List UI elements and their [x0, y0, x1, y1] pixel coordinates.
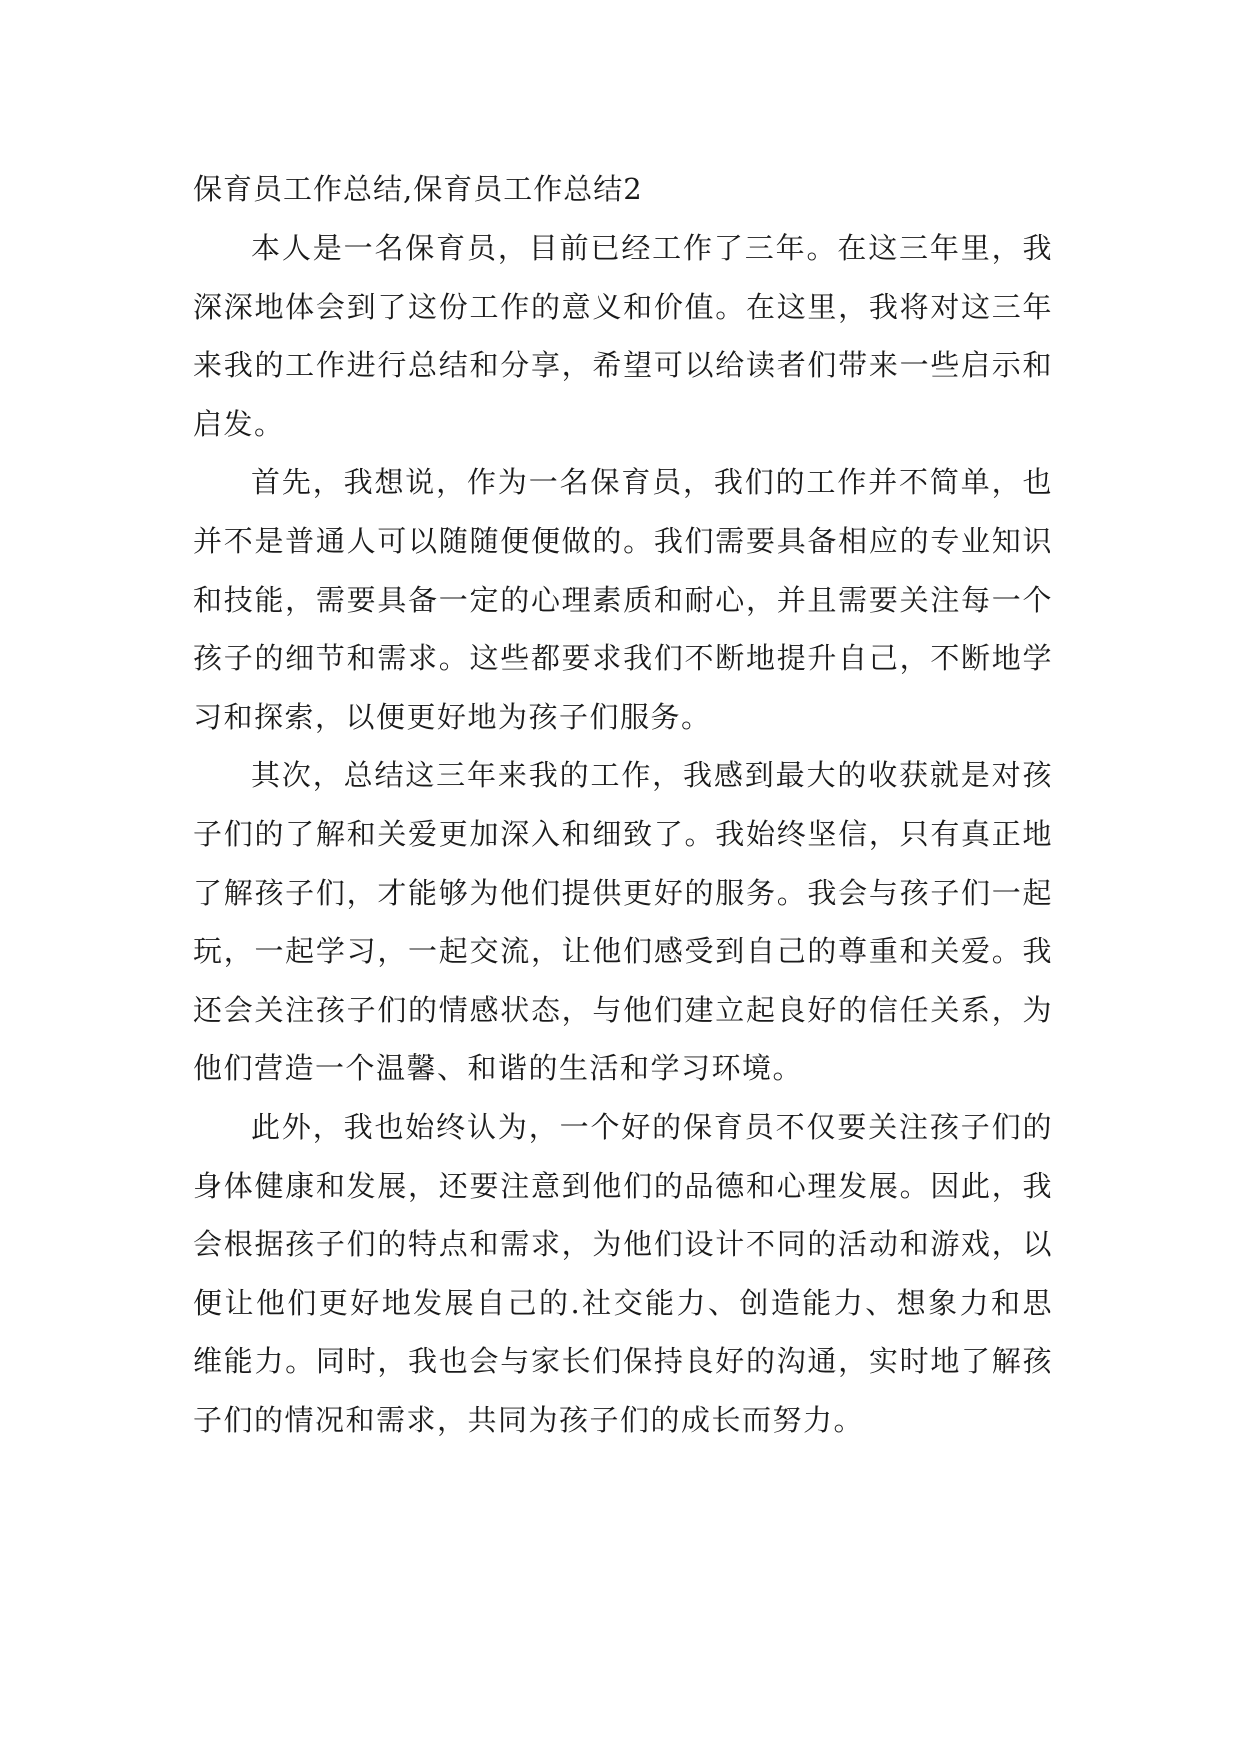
document-body	[193, 160, 1053, 1449]
paragraph-first-point: 首先，我想说，作为一名保育员，我们的工作并不简单，也并不是普通人可以随随便便做的。我们需要具备相应的专业知识和技能，需要具备一定的心理素质和耐心，并且需要关注每一个孩子的细节和需求。这些都要求我们不断地提升自己，不断地学习和探索，以便更好地为孩子们服务。	[193, 465, 1053, 734]
paragraph-second-point: 其次，总结这三年来我的工作，我感到最大的收获就是对孩子们的了解和关爱更加深入和细致了。我始终坚信，只有真正地了解孩子们，才能够为他们提供更好的服务。我会与孩子们一起玩，一起学习，一起交流，让他们感受到自己的尊重和关爱。我还会关注孩子们的情感状态，与他们建立起良好的信任关系，为他们营造一个温馨、和谐的生活和学习环境。	[193, 758, 1053, 1086]
paragraph-additional-point: 此外，我也始终认为，一个好的保育员不仅要关注孩子们的身体健康和发展，还要注意到他们的品德和心理发展。因此，我会根据孩子们的特点和需求，为他们设计不同的活动和游戏，以便让他们更好地发展自己的.社交能力、创造能力、想象力和思维能力。同时，我也会与家长们保持良好的沟通，实时地了解孩子们的情况和需求，共同为孩子们的成长而努力。	[193, 1109, 1053, 1437]
paragraph-intro: 本人是一名保育员，目前已经工作了三年。在这三年里，我深深地体会到了这份工作的意义和价值。在这里，我将对这三年来我的工作进行总结和分享，希望可以给读者们带来一些启示和启发。	[193, 231, 1053, 441]
document-title: 保育员工作总结,保育员工作总结2	[193, 172, 643, 206]
